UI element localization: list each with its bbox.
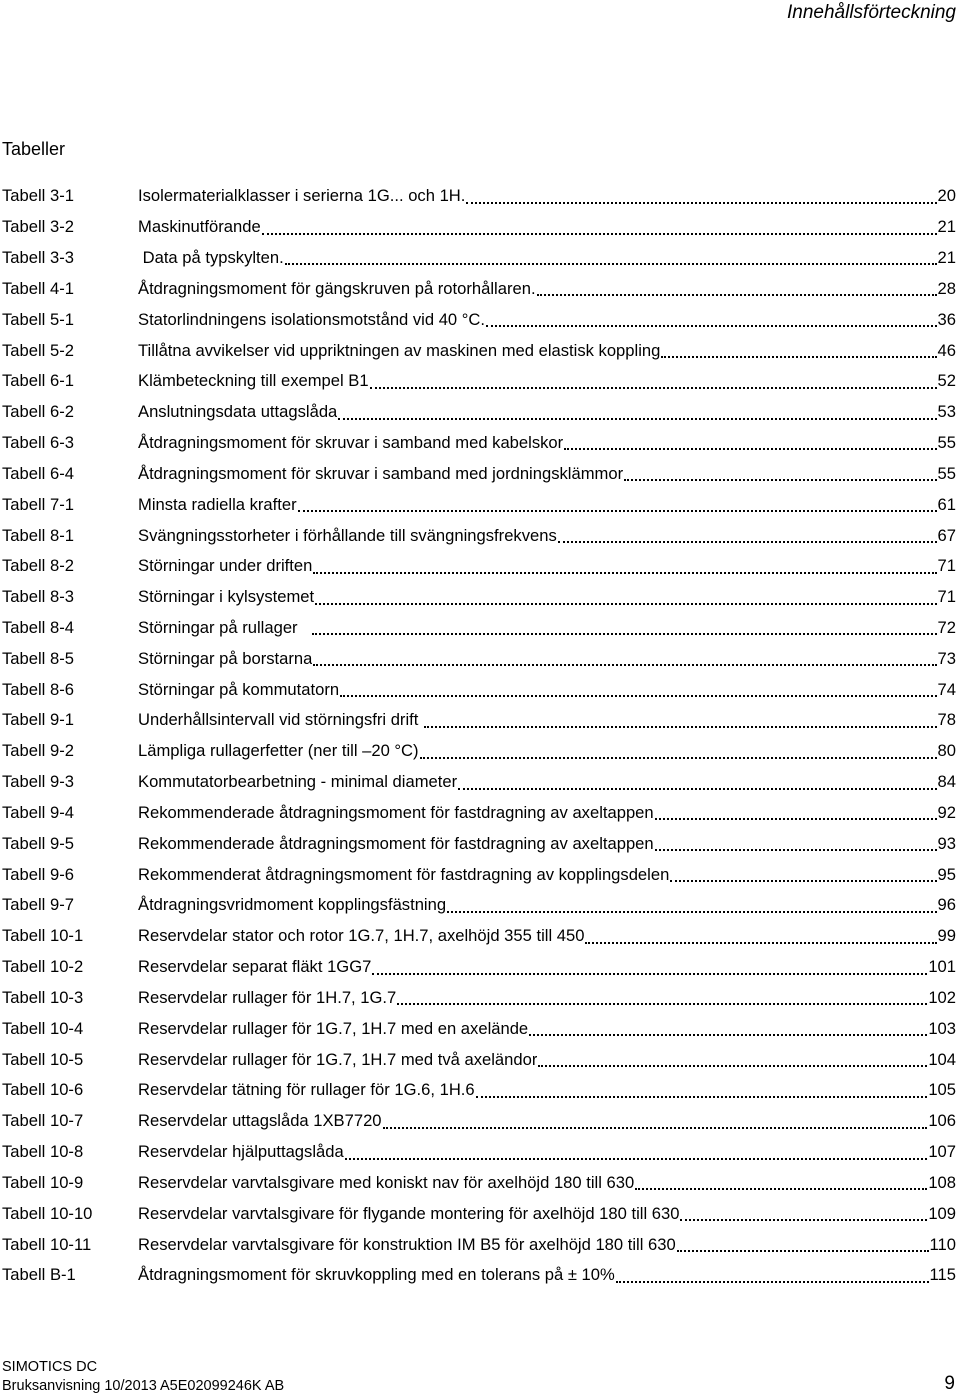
- dot-leader: [655, 849, 937, 851]
- dot-leader: [585, 942, 936, 944]
- toc-entry-title: Reservdelar hjälputtagslåda: [138, 1142, 344, 1162]
- toc-entry[interactable]: [2, 1137, 956, 1168]
- toc-entry[interactable]: [2, 1013, 956, 1044]
- toc-entry[interactable]: [2, 643, 956, 674]
- toc-entry-number: Tabell 4-1: [2, 278, 74, 298]
- toc-entry-page: 21: [937, 217, 956, 237]
- toc-entry-title: Störningar på rullager: [138, 618, 312, 637]
- toc-entry[interactable]: [2, 674, 956, 705]
- toc-entry-page: 109: [928, 1203, 956, 1223]
- toc-entry-page: 55: [937, 433, 956, 453]
- toc-entry[interactable]: [2, 983, 956, 1014]
- toc-entry-page: 80: [937, 741, 956, 761]
- toc-entry[interactable]: [2, 798, 956, 829]
- toc-entry-number: Tabell 10-11: [2, 1234, 92, 1254]
- dot-leader: [635, 1188, 927, 1190]
- toc-entry-title: Underhållsintervall vid störningsfri drift: [138, 710, 423, 730]
- toc-entry-number: Tabell 5-2: [2, 340, 74, 360]
- toc-entry-title: Klämbeteckning till exempel B1: [138, 371, 369, 391]
- toc-entry-number: Tabell 3-3: [2, 248, 74, 268]
- dot-leader: [564, 448, 936, 450]
- toc-entry-number: Tabell 9-3: [2, 772, 74, 792]
- toc-entry[interactable]: [2, 921, 956, 952]
- toc-entry-title: Kommutatorbearbetning - minimal diameter: [138, 772, 458, 792]
- dot-leader: [312, 633, 936, 635]
- toc-entry[interactable]: [2, 613, 956, 644]
- toc-entry-title: Rekommenderade åtdragningsmoment för fastdragning av axeltappen: [138, 833, 654, 853]
- toc-entry[interactable]: [2, 366, 956, 397]
- dot-leader: [370, 387, 937, 389]
- toc-entry-number: Tabell 10-6: [2, 1080, 84, 1100]
- dot-leader: [458, 788, 936, 790]
- toc-entry-page: 73: [937, 648, 956, 668]
- dot-leader: [424, 726, 937, 728]
- toc-entry[interactable]: [2, 1198, 956, 1229]
- toc-entry[interactable]: [2, 397, 956, 428]
- dot-leader: [340, 695, 936, 697]
- toc-entry-title: Rekommenderat åtdragningsmoment för fastdragning av kopplingsdelen: [138, 864, 670, 884]
- toc-entry-page: 74: [937, 679, 956, 699]
- dot-leader: [345, 1158, 928, 1160]
- toc-entry-title: Reservdelar rullager för 1G.7, 1H.7 med två axeländor: [138, 1049, 538, 1069]
- toc-entry-title: Störningar på borstarna: [138, 648, 313, 668]
- toc-entry-title: Reservdelar rullager för 1G.7, 1H.7 med en axelände: [138, 1018, 529, 1038]
- toc-entry[interactable]: [2, 582, 956, 613]
- toc-entry-page: 71: [937, 556, 956, 576]
- toc-entry-page: 108: [928, 1172, 956, 1192]
- toc-entry-page: 107: [928, 1142, 956, 1162]
- toc-entry-title: Störningar i kylsystemet: [138, 587, 315, 607]
- footer: [2, 1358, 284, 1396]
- toc-entry-page: 93: [937, 833, 956, 853]
- page-number: 9: [944, 1373, 955, 1394]
- toc-entry-title: Åtdragningsmoment för skruvkoppling med en tolerans på ± 10%: [138, 1265, 615, 1285]
- toc-entry[interactable]: [2, 767, 956, 798]
- dot-leader: [558, 541, 937, 543]
- toc-entry-number: Tabell 9-2: [2, 741, 74, 761]
- toc-entry-page: 53: [937, 402, 956, 422]
- toc-entry-number: Tabell 10-4: [2, 1018, 84, 1038]
- dot-leader: [420, 757, 937, 759]
- toc-entry[interactable]: [2, 1260, 956, 1291]
- toc-entry[interactable]: [2, 489, 956, 520]
- toc-entry-number: Tabell 10-9: [2, 1172, 84, 1192]
- toc-entry-page: 36: [937, 309, 956, 329]
- toc-entry-number: Tabell 9-7: [2, 895, 74, 915]
- toc-entry-title: Svängningsstorheter i förhållande till svängningsfrekvens: [138, 525, 557, 545]
- toc-entry[interactable]: [2, 335, 956, 366]
- toc-entry-page: 104: [928, 1049, 956, 1069]
- toc-entry-title: Reservdelar rullager för 1H.7, 1G.7: [138, 987, 397, 1007]
- toc-entry-page: 84: [937, 772, 956, 792]
- dot-leader: [447, 911, 936, 913]
- toc-entry-number: Tabell B-1: [2, 1265, 76, 1285]
- toc-entry-page: 115: [929, 1265, 956, 1285]
- dot-leader: [680, 1219, 927, 1221]
- dot-leader: [537, 294, 937, 296]
- dot-leader: [313, 664, 936, 666]
- toc-entry-page: 61: [937, 494, 956, 514]
- toc-entry[interactable]: [2, 458, 956, 489]
- toc-entry-title: Åtdragningsvridmoment kopplingsfästning: [138, 895, 447, 915]
- toc-entry-number: Tabell 8-4: [2, 618, 74, 637]
- dot-leader: [529, 1034, 927, 1036]
- toc-entry-title: Data på typskylten.: [138, 248, 284, 268]
- toc-entry-page: 102: [928, 987, 956, 1007]
- dot-leader: [677, 1250, 929, 1252]
- toc-entry[interactable]: [2, 952, 956, 983]
- toc-entry-page: 95: [937, 864, 956, 884]
- toc-entry-page: 46: [937, 340, 956, 360]
- toc-entry-number: Tabell 10-5: [2, 1049, 84, 1069]
- toc-entry[interactable]: [2, 1106, 956, 1137]
- toc-entry-page: 103: [928, 1018, 956, 1038]
- toc-entry-page: 106: [928, 1111, 956, 1131]
- toc-entry-title: Åtdragningsmoment för skruvar i samband med jordningsklämmor: [138, 463, 624, 483]
- toc-entry[interactable]: [2, 828, 956, 859]
- toc-entry-title: Reservdelar varvtalsgivare för flygande montering för axelhöjd 180 till 630: [138, 1203, 680, 1223]
- toc-entry[interactable]: [2, 1229, 956, 1260]
- toc-entry-number: Tabell 10-10: [2, 1203, 93, 1223]
- toc-entry-title: Reservdelar separat fläkt 1GG7: [138, 957, 372, 977]
- toc-entry-title: Minsta radiella krafter: [138, 494, 297, 514]
- dot-leader: [661, 356, 936, 358]
- toc-entry-title: Åtdragningsmoment för gängskruven på rotorhållaren.: [138, 278, 536, 298]
- toc-entry-number: Tabell 10-2: [2, 957, 84, 977]
- toc-entry-number: Tabell 10-7: [2, 1111, 84, 1131]
- dot-leader: [372, 973, 927, 975]
- dot-leader: [655, 818, 937, 820]
- toc-entry-number: Tabell 7-1: [2, 494, 74, 514]
- dot-leader: [397, 1003, 927, 1005]
- dot-leader: [538, 1065, 927, 1067]
- toc-entry[interactable]: [2, 1168, 956, 1199]
- toc-entry[interactable]: [2, 1075, 956, 1106]
- toc-entry-title: Isolermaterialklasser i serierna 1G... och 1H.: [138, 186, 466, 206]
- toc-entry-number: Tabell 3-1: [2, 186, 74, 206]
- dot-leader: [285, 263, 937, 265]
- toc-entry-page: 72: [937, 618, 956, 637]
- toc-entry[interactable]: [2, 428, 956, 459]
- toc-entry-title: Reservdelar varvtalsgivare för konstruktion IM B5 för axelhöjd 180 till 630: [138, 1234, 676, 1254]
- toc-entry-number: Tabell 5-1: [2, 309, 74, 329]
- dot-leader: [466, 202, 936, 204]
- section-title: Tabeller: [2, 139, 66, 159]
- toc-entry-page: 20: [937, 186, 956, 206]
- toc-entry-page: 28: [937, 278, 956, 298]
- dot-leader: [262, 233, 937, 235]
- toc-entry[interactable]: [2, 520, 956, 551]
- toc-entry-number: Tabell 6-4: [2, 463, 74, 483]
- dot-leader: [624, 479, 936, 481]
- toc-entry[interactable]: [2, 304, 956, 335]
- toc-entry-page: 92: [937, 802, 956, 822]
- toc-entry-page: 105: [928, 1080, 956, 1100]
- toc-entry[interactable]: [2, 705, 956, 736]
- toc-entry-page: 71: [937, 587, 956, 607]
- toc-entry[interactable]: [2, 273, 956, 304]
- toc-entry-title: Anslutningsdata uttagslåda: [138, 402, 338, 422]
- toc-entry-number: Tabell 9-5: [2, 833, 74, 853]
- toc-entry-title: Reservdelar tätning för rullager för 1G.6, 1H.6: [138, 1080, 475, 1100]
- toc-entry-title: Lämpliga rullagerfetter (ner till –20 °C): [138, 741, 419, 761]
- toc-entry-page: 67: [937, 525, 956, 545]
- dot-leader: [670, 880, 936, 882]
- toc-entry-title: Reservdelar uttagslåda 1XB7720: [138, 1111, 382, 1131]
- toc-entry-page: 96: [937, 895, 956, 915]
- dot-leader: [298, 510, 937, 512]
- toc-entry-title: Statorlindningens isolationsmotstånd vid 40 °C.: [138, 309, 486, 329]
- toc-entry-page: 55: [937, 463, 956, 483]
- toc-entry-number: Tabell 6-1: [2, 371, 74, 391]
- toc-entry[interactable]: [2, 181, 956, 212]
- toc-entry-number: Tabell 10-8: [2, 1142, 84, 1162]
- toc-entry-number: Tabell 9-4: [2, 802, 74, 822]
- toc-entry-page: 99: [937, 926, 956, 946]
- toc-entry-title: Störningar under driften: [138, 556, 313, 576]
- dot-leader: [338, 418, 936, 420]
- toc-entry-title: Tillåtna avvikelser vid uppriktningen av maskinen med elastisk koppling: [138, 340, 661, 360]
- toc-entry-number: Tabell 6-2: [2, 402, 74, 422]
- toc-entry-title: Reservdelar stator och rotor 1G.7, 1H.7, axelhöjd 355 till 450: [138, 926, 585, 946]
- toc-entry[interactable]: [2, 243, 956, 274]
- dot-leader: [315, 603, 936, 605]
- toc-entry[interactable]: [2, 890, 956, 921]
- toc-entry[interactable]: [2, 859, 956, 890]
- toc-entry[interactable]: [2, 212, 956, 243]
- toc-entry-page: 52: [937, 371, 956, 391]
- toc-entry-title: Åtdragningsmoment för skruvar i samband med kabelskor: [138, 433, 564, 453]
- toc-entry-number: Tabell 8-5: [2, 648, 74, 668]
- toc-entry[interactable]: [2, 551, 956, 582]
- toc-entry-number: Tabell 9-6: [2, 864, 74, 884]
- running-header: Innehållsförteckning: [787, 2, 956, 23]
- footer-product: SIMOTICS DC: [2, 1359, 98, 1375]
- dot-leader: [616, 1281, 929, 1283]
- toc-entry-page: 21: [937, 248, 956, 268]
- toc-entry-number: Tabell 6-3: [2, 433, 74, 453]
- toc-entry-page: 101: [928, 957, 956, 977]
- dot-leader: [486, 325, 937, 327]
- toc-entry-number: Tabell 3-2: [2, 217, 74, 237]
- toc-entry-number: Tabell 8-2: [2, 556, 74, 576]
- footer-manual: Bruksanvisning 10/2013 A5E02099246K AB: [2, 1378, 285, 1394]
- toc-entry-number: Tabell 10-1: [2, 926, 84, 946]
- toc-entry[interactable]: [2, 736, 956, 767]
- toc-entry-title: Reservdelar varvtalsgivare med koniskt nav för axelhöjd 180 till 630: [138, 1172, 635, 1192]
- toc-entry-page: 78: [937, 710, 956, 730]
- toc-entry-number: Tabell 10-3: [2, 987, 84, 1007]
- toc-entry-number: Tabell 8-6: [2, 679, 74, 699]
- dot-leader: [383, 1127, 928, 1129]
- toc-entry-title: Störningar på kommutatorn: [138, 679, 340, 699]
- toc-entry-title: Rekommenderade åtdragningsmoment för fastdragning av axeltappen: [138, 802, 654, 822]
- table-list: [2, 181, 956, 1291]
- toc-entry[interactable]: [2, 1044, 956, 1075]
- dot-leader: [476, 1096, 928, 1098]
- toc-entry-page: 110: [929, 1234, 956, 1254]
- dot-leader: [313, 572, 936, 574]
- toc-entry-number: Tabell 8-3: [2, 587, 74, 607]
- toc-entry-title: Maskinutförande: [138, 217, 261, 237]
- toc-entry-number: Tabell 9-1: [2, 710, 74, 730]
- toc-entry-number: Tabell 8-1: [2, 525, 74, 545]
